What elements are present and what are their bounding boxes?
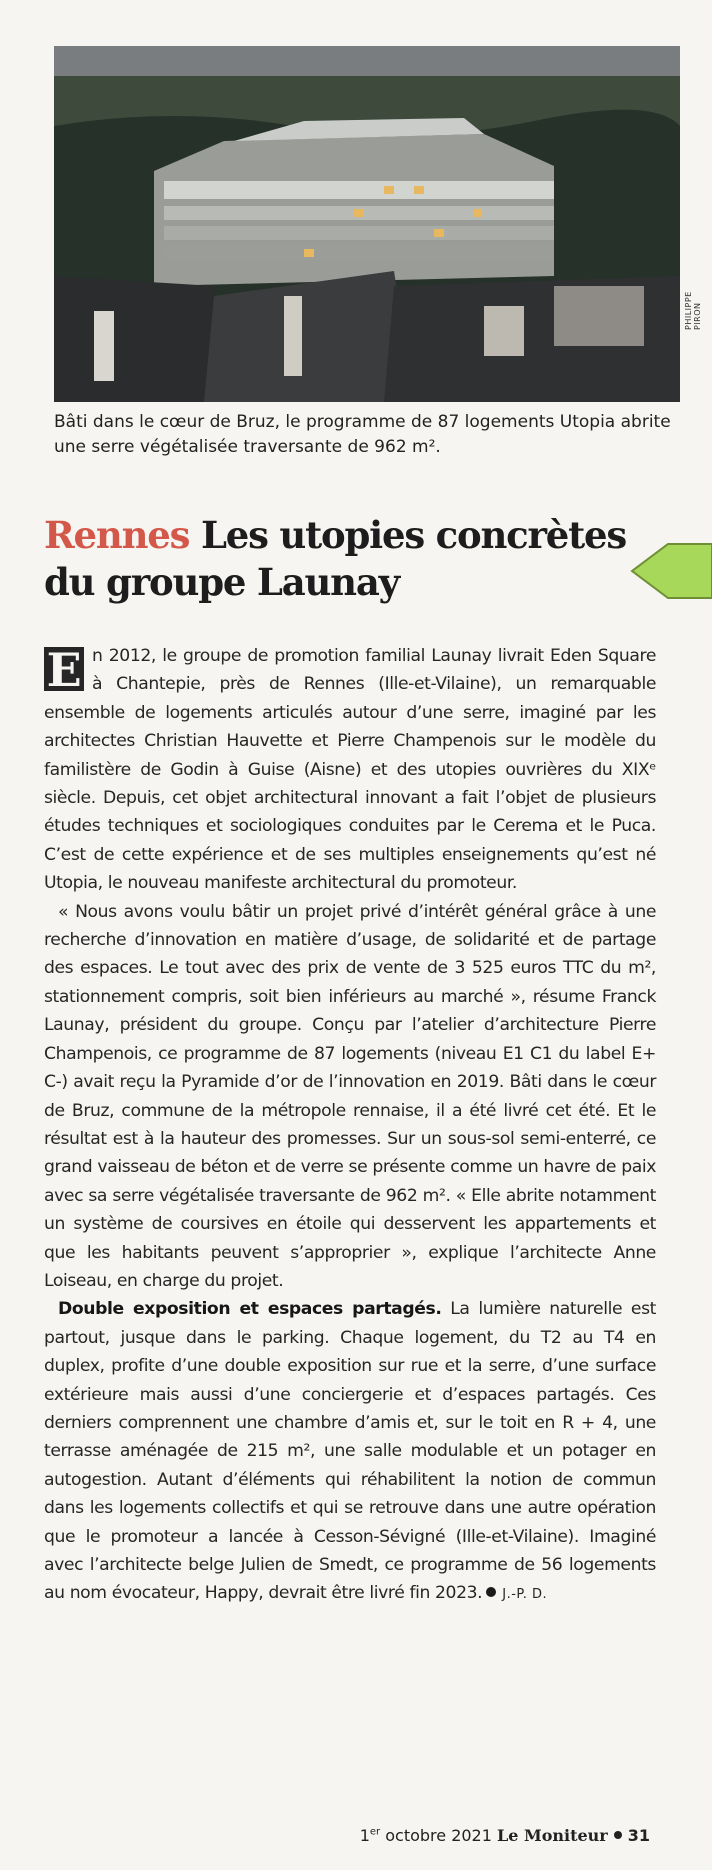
headline [44, 512, 644, 606]
folio-date-sup: er [369, 1826, 381, 1838]
page-number: 31 [627, 1826, 650, 1845]
article-body [44, 642, 656, 1610]
paragraph-1 [44, 642, 656, 898]
photo-caption: Bâti dans le cœur de Bruz, le programme de 87 logements Utopia abrite une serre végétalisée traversante de 962 m². [54, 412, 671, 457]
headline-kicker: Rennes [44, 513, 190, 557]
folio-brand: Le Moniteur [497, 1826, 608, 1845]
folio-date-day: 1 [359, 1826, 370, 1845]
headline-title: Les utopies concrètes du groupe Launay [44, 513, 626, 604]
paragraph-2: « Nous avons voulu bâtir un projet privé d’intérêt général grâce à une recherche d’innovation en matière d’usage, de solidarité et de partage des espaces. Le tout avec des prix de vente de 3 525 euros TTC du m², stationnement compris, soit bien inférieurs au marché », résume Franck Launay, président du groupe. Conçu par l’atelier d’architecture Pierre Champenois, ce programme de 87 logements (niveau E1 C1 du label E+ C-) avait reçu la Pyramide d’or de l’innovation en 2019. Bâti dans le cœur de Bruz, commune de la métropole rennaise, il a été livré cet été. Et le résultat est à la hauteur des promesses. Sur un sous-sol semi-enterré, ce grand vaisseau de béton et de verre se présente comme un havre de paix avec sa serre végétalisée traversante de 962 m². « Elle abrite notamment un système de coursives en étoile qui desservent les appartements et que les habitants peuvent s’approprier », explique l’architecte Anne Loiseau, en charge du projet. [44, 901, 656, 1291]
drop-cap: E [44, 647, 84, 691]
folio-date-rest: octobre 2021 [380, 1826, 492, 1845]
run-in-heading: Double exposition et espaces partagés. [58, 1299, 442, 1320]
author-signature: J.-P. D. [502, 1587, 548, 1603]
article-photo [54, 46, 680, 402]
folio-bullet-icon [614, 1831, 622, 1839]
building-photo-icon [54, 46, 680, 402]
paragraph-3-text: La lumière naturelle est partout, jusque dans le parking. Chaque logement, du T2 au T4 en duplex, profite d’une double exposition sur rue et la serre, d’une surface extérieure mais aussi d’une conciergerie et d’espaces partagés. Ces derniers comprennent une chambre d’amis et, sur le toit en R + 4, une terrasse aménagée de 215 m², une salle modulable et un potager en autogestion. Autant d’éléments qui réhabilitent la notion de commun dans les logements collectifs et qui se retrouve dans une autre opération que le promoteur a lancée à Cesson-Sévigné (Ille-et-Vilaine). Imaginé avec l’architecte belge Julien de Smedt, ce programme de 56 logements au nom évocateur, Happy, devrait être livré fin 2023. [44, 1299, 656, 1604]
photo-credit: PHILIPPE PIRON [684, 291, 702, 330]
end-bullet-icon [486, 1587, 496, 1597]
paragraph-1-text: n 2012, le groupe de promotion familial Launay livrait Eden Square à Chantepie, près de Rennes (Ille-et-Vilaine), un remarquable ensemble de logements articulés autour d’une serre, imaginé par les architectes Christian Hauvette et Pierre Champenois sur le modèle du familistère de Godin à Guise (Aisne) et des utopies ouvrières du XIXᵉ siècle. Depuis, cet objet architectural innovant a fait l’objet de plusieurs études techniques et sociologiques conduites par le Cerema et le Puca. C’est de cette expérience et de ses multiples enseignements qu’est né Utopia, le nouveau manifeste architectural du promoteur. [44, 646, 656, 894]
page-folio [360, 1826, 650, 1845]
arrow-tab-icon [628, 540, 712, 602]
paragraph-3 [44, 1295, 656, 1609]
